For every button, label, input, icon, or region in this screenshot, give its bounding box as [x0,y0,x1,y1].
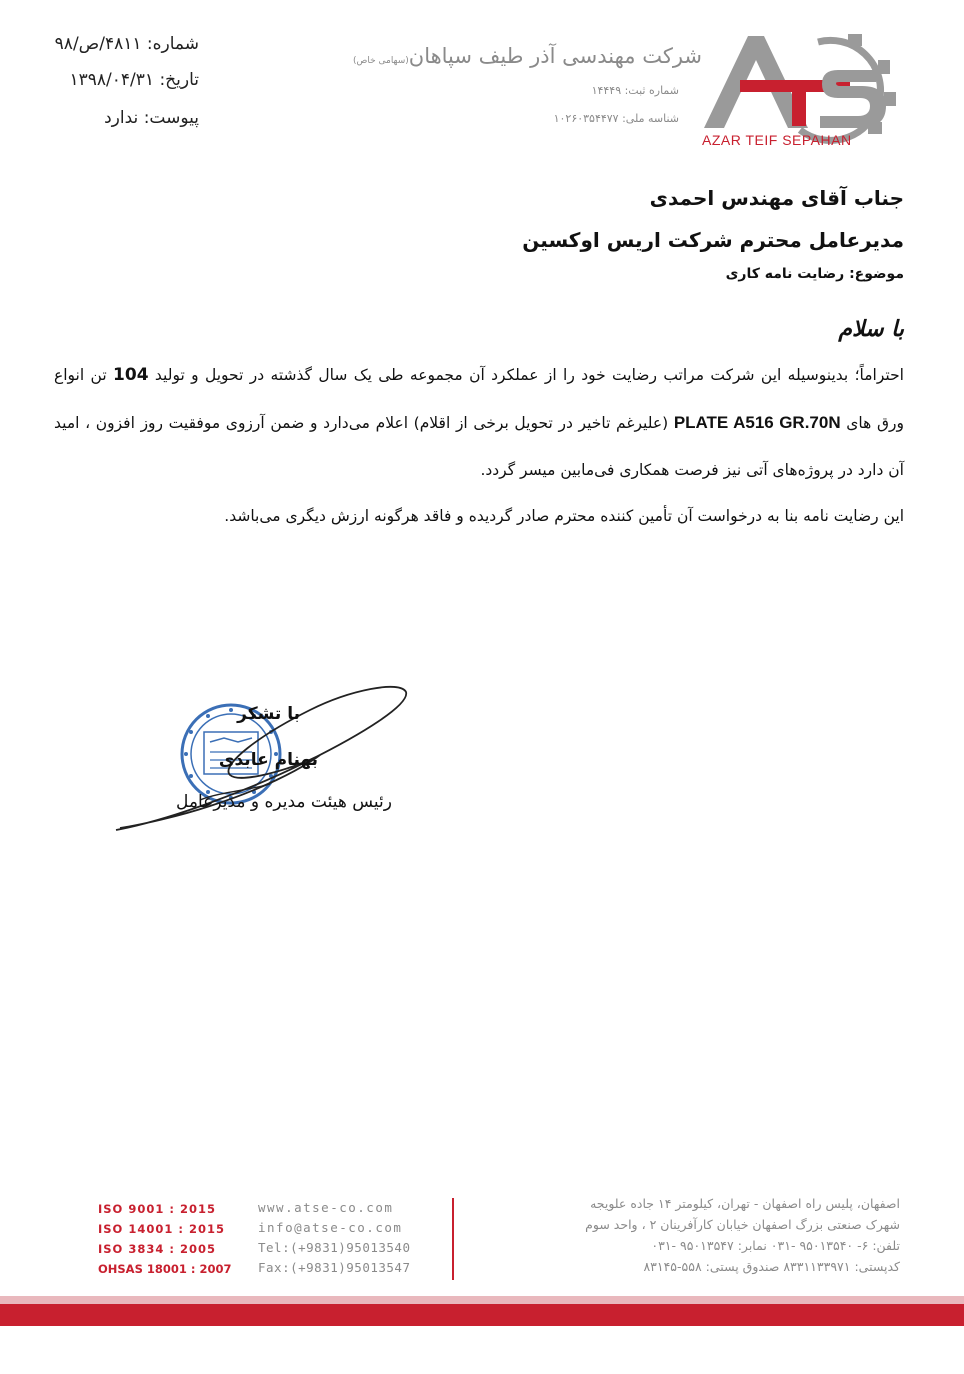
company-registration: شماره ثبت: ۱۴۴۴۹ [591,84,679,97]
body-product: PLATE A516 GR.70N [673,413,841,432]
letter-date-label: تاریخ: [159,70,199,90]
signer-name: بهنام عابدی [218,750,318,770]
footer-address-1: اصفهان، پلیس راه اصفهان - تهران، کیلومتر ۱۴ جاده علویجه [590,1196,900,1211]
footer-phone-fax: تلفن: ۶- ۹۵۰۱۳۵۴۰ -۰۳۱ نمابر: ۹۵۰۱۳۵۴۷ -۰۳۱ [651,1238,900,1253]
signature-closing: با تشکر [237,704,300,724]
addressee-name: جناب آقای مهندس احمدی [649,186,904,210]
footer-divider [452,1198,454,1280]
footer-tel: Tel:(+9831)95013540 [258,1240,411,1255]
iso-3834: ISO 3834 : 2005 [98,1242,216,1256]
iso-14001: ISO 14001 : 2015 [98,1222,225,1236]
footer-band [0,1304,964,1326]
signer-title: رئیس هیئت مدیره و مدیرعامل [176,792,392,812]
body-text-b: تن انواع ورق های [54,366,904,432]
letter-body [54,352,904,540]
company-logo [700,30,900,152]
body-paragraph-1 [54,352,904,494]
letter-date-value: ۱۳۹۸/۰۴/۳۱ [69,70,155,90]
ohsas-18001: OHSAS 18001 : 2007 [98,1262,232,1276]
body-text-a: احتراماً؛ بدینوسیله این شرکت مراتب رضایت خود را از عملکرد آن مجموعه طی یک سال گذشته در تحویل و تولید [154,366,904,384]
body-quantity: 104 [113,365,149,385]
company-national-id: شناسه ملی: ۱۰۲۶۰۳۵۴۴۷۷ [553,112,679,125]
logo-text: AZAR TEIF SEPAHAN [702,132,852,148]
letter-date [70,70,199,90]
footer-band-light [0,1296,964,1304]
letter-number-label: شماره: [146,34,199,54]
company-type: (سهامی خاص) [352,56,409,66]
footer-website[interactable]: www.atse-co.com [258,1200,394,1215]
footer-postal: کدپستی: ۸۳۳۱۱۳۳۹۷۱ صندوق پستی: ۵۵۸-۸۳۱۴۵ [643,1259,900,1274]
footer-address-2: شهرک صنعتی بزرگ اصفهان خیابان کارآفرینان ۲ ، واحد سوم [585,1217,900,1232]
company-name [353,44,702,68]
footer-fax: Fax:(+9831)95013547 [258,1260,411,1275]
company-name-text: شرکت مهندسی آذر طیف سپاهان [408,44,702,68]
greeting: با سلام [838,316,904,342]
letter-attachment-value: ندارد [104,108,139,128]
letter-number-value: ۴۸۱۱/ص/۹۸ [54,34,142,54]
footer-email[interactable]: info@atse-co.com [258,1220,403,1235]
body-text-c: (علیرغم تاخیر در تحویل برخی از اقلام) اعلام می‌دارد و ضمن آرزوی موفقیت روز افزون ، امید آن دارد در پروژه‌های آتی نیز فرصت همکاری فی‌مابین میسر گردد. [54,414,904,479]
iso-9001: ISO 9001 : 2015 [98,1202,216,1216]
letter-number [55,34,199,54]
letter-subject: موضوع: رضایت نامه کاری [725,266,904,282]
letter-attachment-label: پیوست: [143,108,199,128]
letter-attachment [104,108,199,128]
body-paragraph-2: این رضایت نامه بنا به درخواست آن تأمین کننده محترم صادر گردیده و فاقد هرگونه ارزش دیگری می‌باشد. [224,507,904,525]
addressee-title: مدیرعامل محترم شرکت اریس اوکسین [522,228,904,252]
